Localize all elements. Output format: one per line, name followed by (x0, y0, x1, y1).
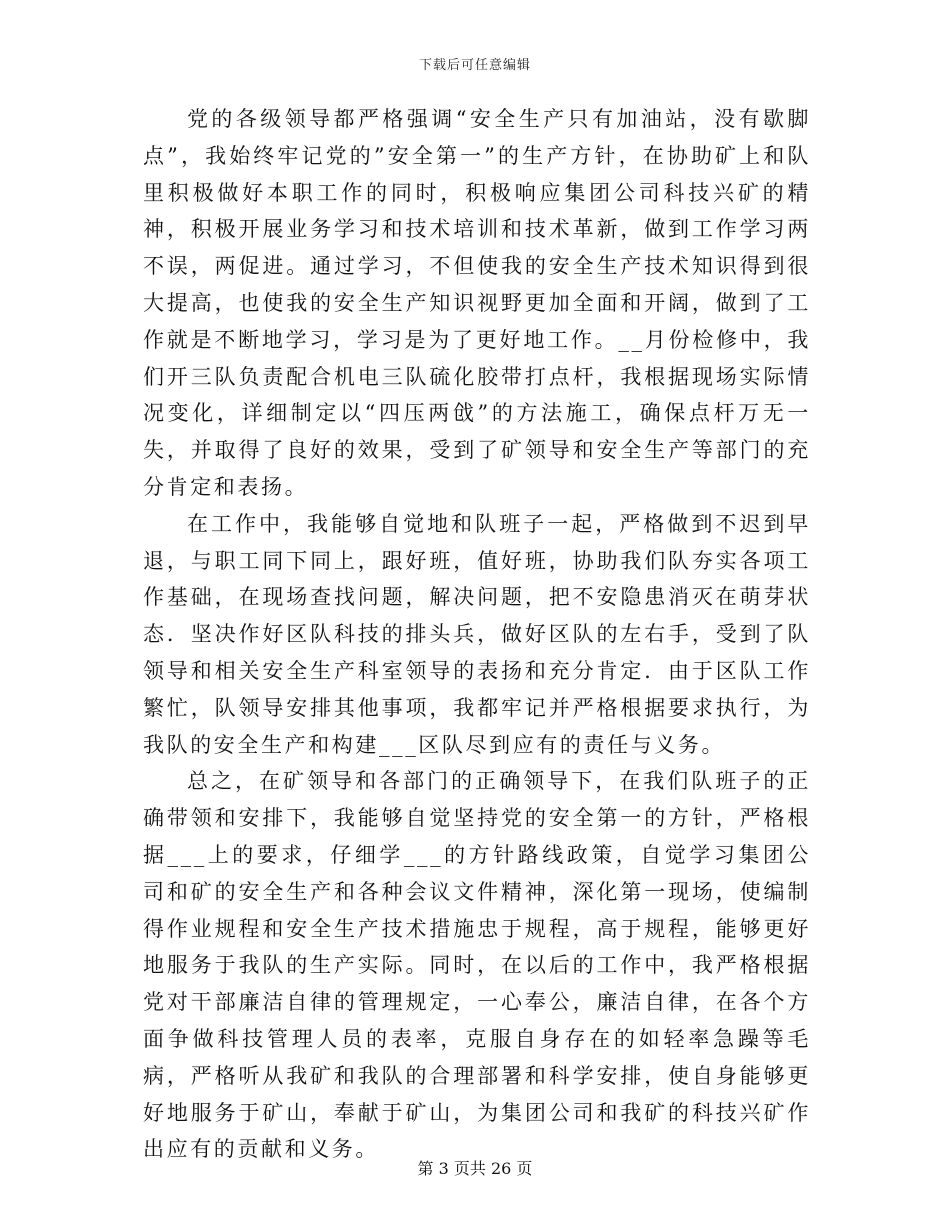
paragraph-3: 总之，在矿领导和各部门的正确领导下，在我们队班子的正确带领和安排下，我能够自觉坚持党的安全第一的方针，严格根据___上的要求，仔细学___的方针路线政策，自觉学习集团公司和矿的安全生产和各种会议文件精神，深化第一现场，使编制得作业规程和安全生产技术措施忠于规程，高于规程，能够更好地服务于我队的生产实际。同时，在以后的工作中，我严格根据党对干部廉洁自律的管理规定，一心奉公，廉洁自律，在各个方面争做科技管理人员的表率，克服自身存在的如轻率急躁等毛病，严格听从我矿和我队的合理部署和科学安排，使自身能够更好地服务于矿山，奉献于矿山，为集团公司和我矿的科技兴矿作出应有的贡献和义务。 (143, 769, 811, 1162)
document-body (143, 101, 811, 1168)
paragraph-2: 在工作中，我能够自觉地和队班子一起，严格做到不迟到早退，与职工同下同上，跟好班，值好班，协助我们队夯实各项工作基础，在现场查找问题，解决问题，把不安隐患消灭在萌芽状态．坚决作好区队科技的排头兵，做好区队的左右手，受到了队领导和相关安全生产科室领导的表扬和充分肯定．由于区队工作繁忙，队领导安排其他事项，我都牢记并严格根据要求执行，为我队的安全生产和构建___区队尽到应有的责任与义务。 (143, 511, 811, 757)
paragraph-1: 党的各级领导都严格强调“安全生产只有加油站，没有歇脚点”，我始终牢记党的”安全第一”的生产方针，在协助矿上和队里积极做好本职工作的同时，积极响应集团公司科技兴矿的精神，积极开展业务学习和技术培训和技术革新，做到工作学习两不误，两促进。通过学习，不但使我的安全生产技术知识得到很大提高，也使我的安全生产知识视野更加全面和开阔，做到了工作就是不断地学习，学习是为了更好地工作。__月份检修中，我们开三队负责配合机电三队硫化胶带打点杆，我根据现场实际情况变化，详细制定以“四压两戗”的方法施工，确保点杆万无一失，并取得了良好的效果，受到了矿领导和安全生产等部门的充分肯定和表扬。 (143, 107, 811, 499)
header-note: 下载后可任意编辑 (418, 58, 531, 73)
page-number-footer: 第 3 页共 26 页 (417, 1159, 533, 1178)
